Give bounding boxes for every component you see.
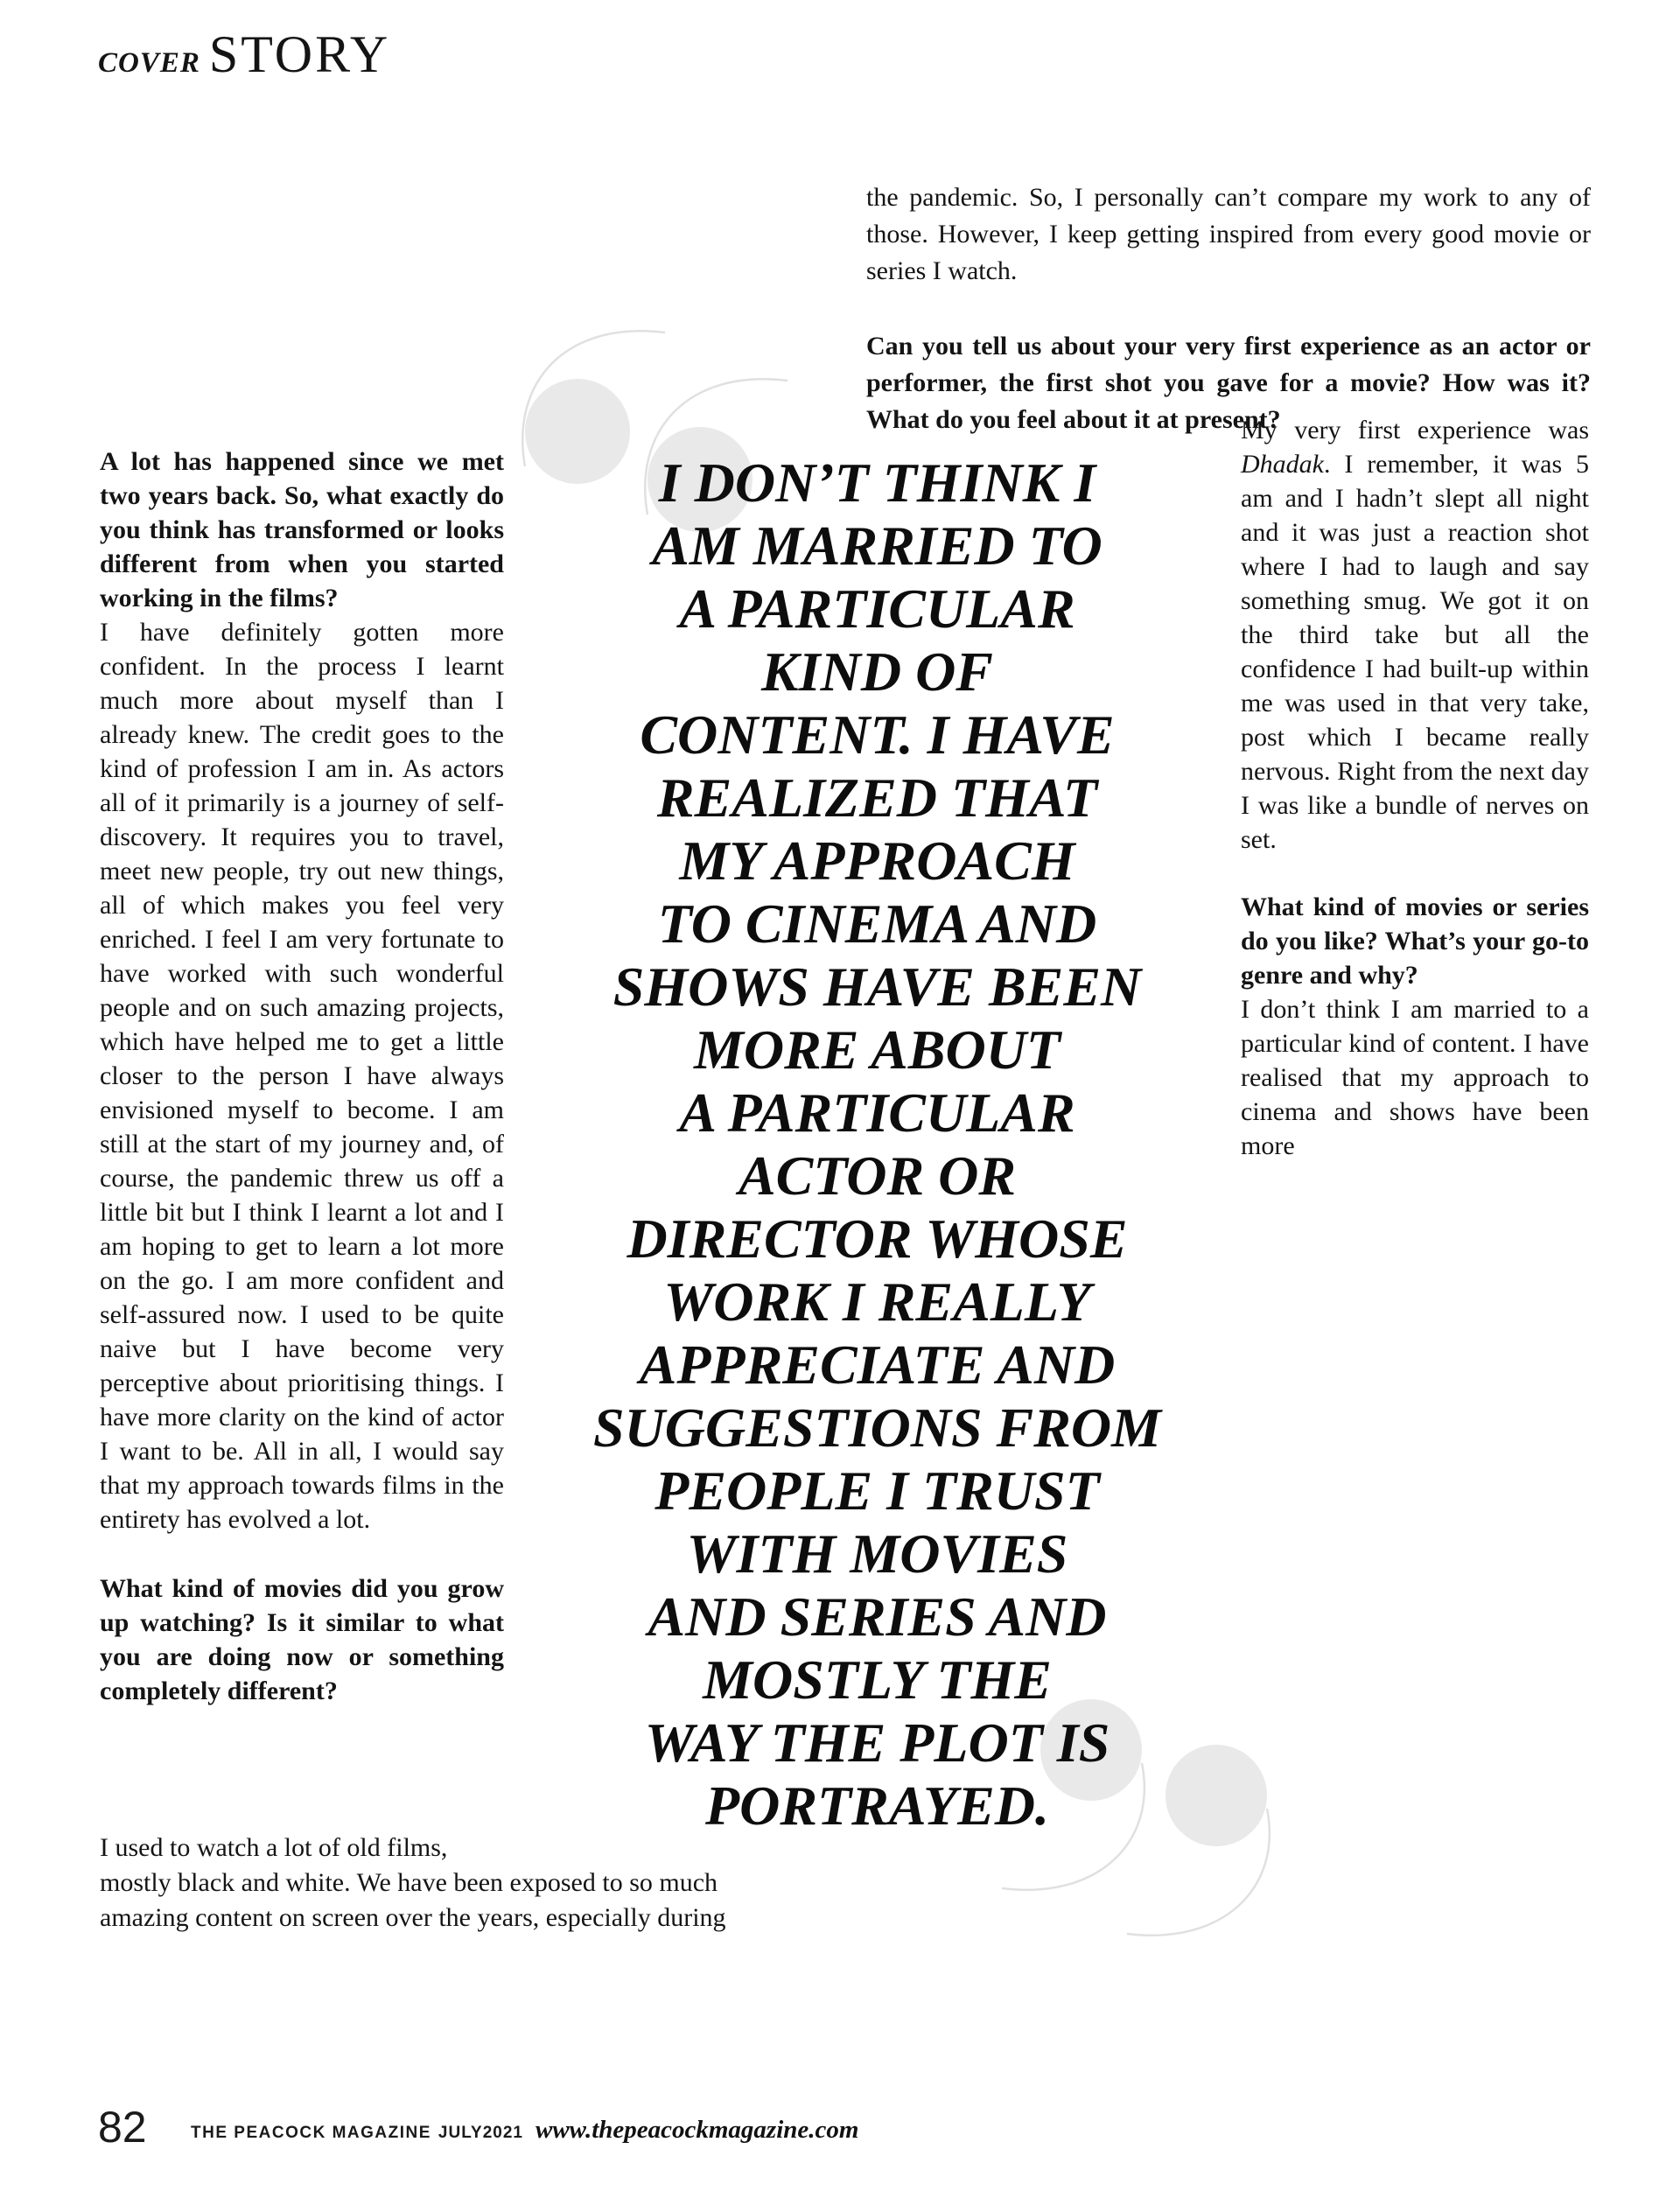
interview-question: What kind of movies did you grow up watching? Is it similar to what you are doing now or something completely different?: [100, 1574, 504, 1705]
story-label: STORY: [208, 25, 391, 83]
interview-answer: I have definitely gotten more confident. In the process I learnt much more about myself than I already knew. The credit goes to the kind of profession I am in. As actors all of it primarily is a journey of self-discovery. It requires you to travel, meet new people, try out new things, all of which makes you feel very enriched. I feel I am very fortunate to have worked with such wonderful people and on such amazing projects, which have helped me to get a little closer to the person I have always envisioned myself to become. I am still at the start of my journey and, of course, the pandemic threw us off a little bit but I think I learnt a lot and I am hoping to get to learn a lot more on the go. I am more confident and self-assured now. I used to be quite naive but I have become very perceptive about prioritising things. I have more clarity on the kind of actor I want to be. All in all, I would say that my approach towards films in the entirety has evolved a lot.: [100, 618, 504, 1534]
answer-continuation: I used to watch a lot of old films, mostly black and white. We have been exposed to so much amazing content on screen over the years, especially during: [100, 1833, 726, 1932]
top-right-block: [866, 179, 1591, 438]
interview-answer: I don’t think I am married to a particular kind of content. I have realised that my approach to cinema and shows have been more: [1241, 995, 1589, 1160]
film-title: Dhadak: [1241, 450, 1324, 479]
interview-question: A lot has happened since we met two years back. So, what exactly do you think has transformed or looks different from when you started working in the films?: [100, 447, 504, 612]
pull-quote: I DON’T THINK I AM MARRIED TO A PARTICULAR KIND OF CONTENT. I HAVE REALIZED THAT MY APPROACH TO CINEMA AND SHOWS HAVE BEEN MORE ABOUT A PARTICULAR ACTOR OR DIRECTOR WHOSE WORK I REALLY APPRECIATE AND SUGGESTIONS FROM PEOPLE I TRUST WITH MOVIES AND SERIES AND MOSTLY THE WAY THE PLOT IS PORTRAYED.: [592, 452, 1162, 1837]
interview-answer: [1241, 413, 1589, 857]
footer-magazine-name: THE PEACOCK MAGAZINE: [191, 2124, 431, 2142]
interview-question: What kind of movies or series do you like? What’s your go-to genre and why?: [1241, 892, 1589, 990]
cover-label: COVER: [98, 47, 200, 79]
footer-issue: JULY2021: [438, 2124, 523, 2142]
footer-website: www.thepeacockmagazine.com: [536, 2116, 859, 2144]
section-header: [98, 24, 390, 85]
answer-text: . I remember, it was 5 am and I hadn’t slept all night and it was just a reaction shot where I had to laugh and say something smug. We got it on the third take but all the confidence I had built-up within me was used in that very take, post which I became really nervous. Right from the next day I was like a bundle of nerves on set.: [1241, 450, 1589, 854]
page-number: 82: [98, 2103, 147, 2152]
answer-text: My very first experience was: [1241, 416, 1589, 444]
interview-question: Can you tell us about your very first experience as an actor or performer, the first shot you gave for a movie? How was it? What do you feel about it at present?: [866, 332, 1591, 434]
footer: [191, 2116, 858, 2145]
right-column: [1241, 413, 1589, 1163]
answer-continuation: the pandemic. So, I personally can’t compare my work to any of those. However, I keep getting inspired from every good movie or series I watch.: [866, 183, 1591, 285]
left-column: [100, 444, 504, 1708]
